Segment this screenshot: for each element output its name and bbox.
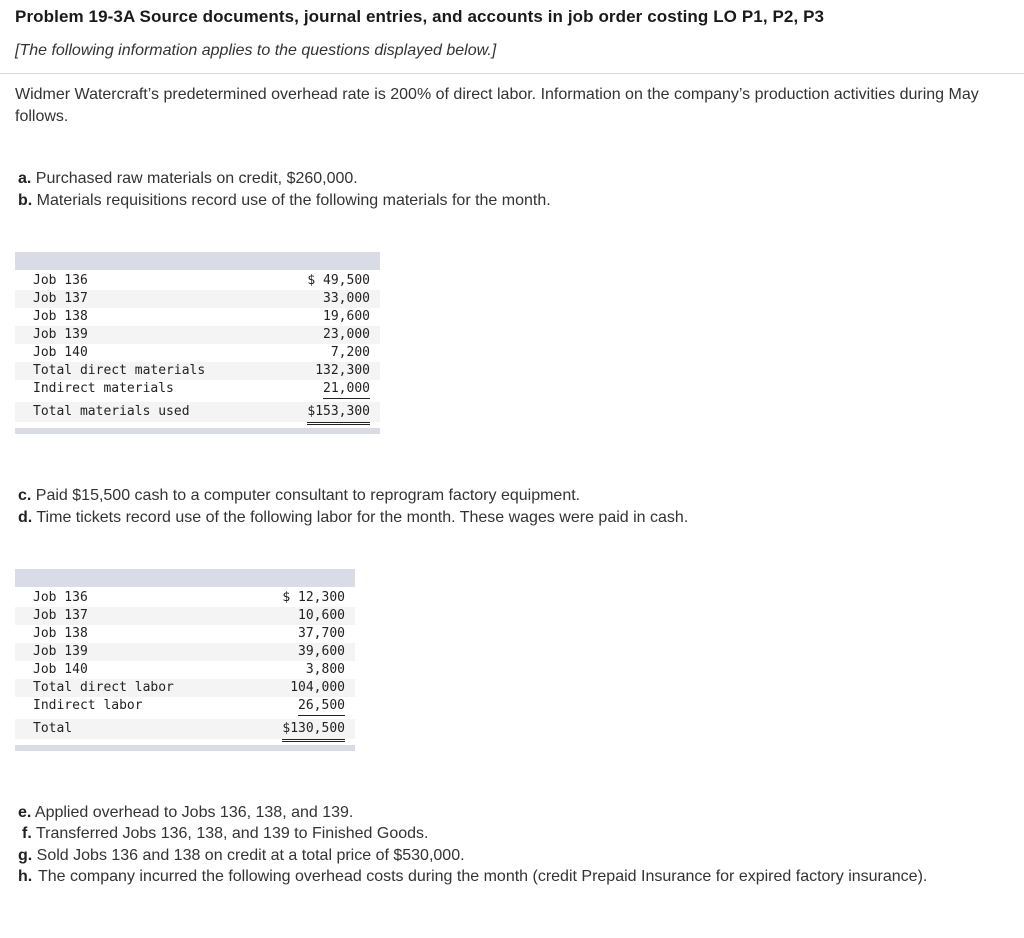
item-c: [18, 485, 580, 507]
labor-row-label: Job 136: [33, 590, 88, 605]
materials-row-amount: 33,000: [323, 291, 370, 306]
item-b-letter: b.: [18, 192, 33, 209]
labor-row: [15, 625, 355, 643]
materials-row: [15, 290, 380, 308]
labor-row-label: Job 140: [33, 662, 88, 677]
materials-table-footer-band: [15, 428, 380, 434]
item-f-letter: f.: [22, 825, 32, 842]
labor-table-footer-band: [15, 745, 355, 751]
labor-row-amount: 37,700: [298, 626, 345, 641]
item-h-letter: h.: [18, 868, 33, 885]
item-e-text: Applied overhead to Jobs 136, 138, and 139.: [34, 804, 354, 821]
materials-row-amount: 132,300: [315, 363, 370, 378]
divider: [0, 73, 1024, 74]
labor-row-amount: 39,600: [298, 644, 345, 659]
materials-row-label: Job 137: [33, 291, 88, 306]
item-a-text: Purchased raw materials on credit, $260,000.: [35, 170, 358, 187]
item-e-letter: e.: [18, 804, 32, 821]
materials-table: [15, 252, 380, 434]
item-b-text: Materials requisitions record use of the following materials for the month.: [36, 192, 551, 209]
labor-row: [15, 643, 355, 661]
materials-row-amount: $ 49,500: [307, 273, 370, 288]
item-f: [22, 823, 428, 845]
materials-row-amount: 7,200: [331, 344, 370, 363]
item-g: [18, 845, 465, 867]
labor-row-label: Total direct labor: [33, 680, 174, 695]
item-f-text: Transferred Jobs 136, 138, and 139 to Finished Goods.: [35, 825, 429, 842]
item-b: [18, 190, 551, 212]
materials-row: [15, 308, 380, 326]
item-a: [18, 168, 358, 190]
labor-row-amount: 104,000: [290, 680, 345, 695]
item-c-letter: c.: [18, 487, 32, 504]
materials-row-amount: 21,000: [323, 380, 370, 399]
item-c-text: Paid $15,500 cash to a computer consultant to reprogram factory equipment.: [35, 487, 581, 504]
item-h: [18, 866, 1008, 888]
labor-row-label: Job 139: [33, 644, 88, 659]
labor-row: [15, 589, 355, 607]
materials-row-amount: 19,600: [323, 309, 370, 324]
item-d-letter: d.: [18, 509, 33, 526]
labor-row-label: Job 138: [33, 626, 88, 641]
item-g-text: Sold Jobs 136 and 138 on credit at a total price of $530,000.: [36, 847, 465, 864]
labor-row-label: Job 137: [33, 608, 88, 623]
item-a-letter: a.: [18, 170, 32, 187]
labor-row-label: Indirect labor: [33, 698, 143, 713]
labor-row: [15, 607, 355, 625]
materials-table-header-band: [15, 252, 380, 270]
materials-row-label: Total direct materials: [33, 363, 206, 378]
item-d-text: Time tickets record use of the following labor for the month. These wages were paid in cash.: [36, 509, 689, 526]
labor-table-header-band: [15, 569, 355, 587]
materials-row-amount: 23,000: [323, 327, 370, 342]
materials-row-label: Total materials used: [33, 404, 190, 419]
materials-row-label: Job 138: [33, 309, 88, 324]
labor-row-label: Total: [33, 721, 73, 736]
item-g-letter: g.: [18, 847, 33, 864]
labor-row-amount: 3,800: [306, 661, 345, 680]
item-e: [18, 802, 353, 824]
labor-row-amount: 10,600: [298, 608, 345, 623]
materials-row-label: Indirect materials: [33, 381, 174, 396]
materials-row: [15, 380, 380, 398]
labor-row: [15, 719, 355, 739]
materials-row-label: Job 140: [33, 345, 88, 360]
materials-row: [15, 362, 380, 380]
labor-row-amount: $130,500: [282, 719, 345, 742]
labor-row-amount: 26,500: [298, 697, 345, 716]
materials-row: [15, 344, 380, 362]
materials-row: [15, 272, 380, 290]
labor-table: [15, 569, 355, 751]
materials-row-amount: $153,300: [307, 402, 370, 425]
labor-row: [15, 661, 355, 679]
labor-row-amount: $ 12,300: [282, 590, 345, 605]
item-d: [18, 507, 688, 529]
item-h-text: The company incurred the following overhead costs during the month (credit Prepaid Insurance for expired factory insurance).: [38, 868, 928, 885]
applies-note: [The following information applies to the questions displayed below.]: [15, 42, 497, 59]
materials-row-label: Job 139: [33, 327, 88, 342]
materials-row: [15, 402, 380, 422]
materials-row-label: Job 136: [33, 273, 88, 288]
labor-row: [15, 679, 355, 697]
materials-row: [15, 326, 380, 344]
problem-title: Problem 19-3A Source documents, journal entries, and accounts in job order costing LO P1, P2, P3: [15, 7, 825, 26]
labor-row: [15, 697, 355, 715]
intro-paragraph: Widmer Watercraft’s predetermined overhead rate is 200% of direct labor. Information on the company’s production activities during May follows.: [15, 86, 979, 125]
